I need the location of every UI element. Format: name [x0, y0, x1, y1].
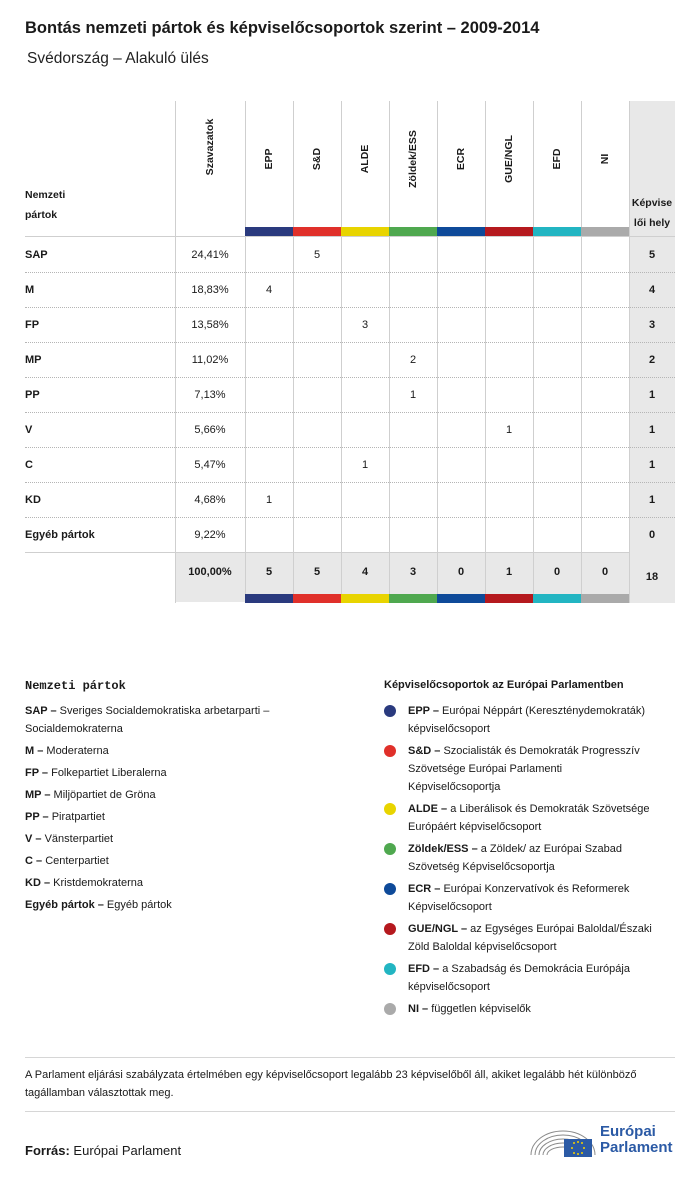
party-legend-name: Vänsterpartiet — [44, 833, 114, 845]
total-group-seats: 1 — [505, 566, 513, 578]
group-legend-item — [408, 800, 676, 836]
party-legend-abbr: M – — [25, 745, 47, 757]
table-row-group-seats — [485, 447, 533, 482]
table-row-group-seats — [533, 412, 581, 447]
table-row-group-seats — [293, 307, 341, 342]
table-row-group-seats — [581, 272, 629, 307]
group-color-dot-icon — [384, 745, 396, 757]
group-legend-text: Európai Néppárt (Kereszténydemokraták) — [442, 705, 646, 717]
table-row-group-seats — [437, 517, 485, 552]
party-legend-name: Centerpartiet — [45, 855, 109, 867]
table-row-group-seats — [341, 272, 389, 307]
party-legend-item — [25, 808, 355, 826]
table-row-group-seats — [581, 482, 629, 517]
table-row-party: KD — [25, 493, 41, 506]
table-row-group-seats — [245, 412, 293, 447]
table-row-group-seats: 4 — [265, 283, 273, 296]
group-header-ecr — [437, 101, 485, 225]
table-row-group-seats — [341, 342, 389, 377]
party-column-header-line: pártok — [25, 209, 58, 221]
table-row-group-seats — [533, 447, 581, 482]
group-color-dot-icon — [384, 705, 396, 717]
group-legend-text: Európai Konzervatívok és Reformerek — [443, 883, 630, 895]
group-legend-text: Szövetsége Európai Parlamenti — [408, 763, 563, 775]
table-row-group-seats — [581, 447, 629, 482]
group-color-dot-icon — [384, 803, 396, 815]
party-legend-abbr: MP – — [25, 789, 54, 801]
table-row-group-seats — [437, 237, 485, 272]
party-legend-item — [25, 764, 355, 782]
table-row-group-seats — [245, 377, 293, 412]
group-header-zldekess — [389, 101, 437, 225]
table-row-party: C — [25, 458, 33, 471]
group-header-label: EPP — [263, 148, 275, 170]
table-row-group-seats — [341, 482, 389, 517]
total-group-seats: 5 — [313, 566, 321, 578]
source-label: Forrás: — [25, 1143, 70, 1158]
table-row-seats: 3 — [648, 318, 656, 331]
divider — [25, 1057, 675, 1058]
table-row-party: FP — [25, 318, 40, 331]
table-row-group-seats — [389, 272, 437, 307]
table-row-group-seats: 1 — [409, 388, 417, 401]
table-row-group-seats — [341, 517, 389, 552]
group-legend-text: a Zöldek/ az Európai Szabad — [480, 843, 623, 855]
table-row-group-seats — [389, 237, 437, 272]
party-legend-name: Miljöpartiet de Gröna — [53, 789, 156, 801]
group-header-label: GUE/NGL — [503, 135, 515, 183]
total-group-seats: 4 — [361, 566, 369, 578]
party-column-header-line: Nemzeti — [25, 189, 66, 201]
group-legend-heading: Képviselőcsoportok az Európai Parlamentben — [384, 679, 624, 691]
group-color-dot-icon — [384, 843, 396, 855]
total-group-seats: 5 — [265, 566, 273, 578]
total-group-seats: 0 — [457, 566, 465, 578]
table-row-group-seats — [389, 412, 437, 447]
table-row-votes: 18,83% — [191, 283, 229, 296]
seats-column-header — [629, 193, 675, 233]
group-legend-text: a Liberálisok és Demokraták Szövetsége — [450, 803, 650, 815]
table-row-group-seats — [581, 237, 629, 272]
party-legend-item — [25, 702, 355, 738]
group-legend-abbr: Zöldek/ESS – — [408, 843, 481, 855]
table-row-group-seats — [293, 377, 341, 412]
table-row-group-seats — [293, 412, 341, 447]
group-color-dot-icon — [384, 1003, 396, 1015]
table-row-group-seats — [293, 342, 341, 377]
table-row-votes: 13,58% — [191, 318, 229, 331]
table-row-group-seats — [437, 272, 485, 307]
group-header-ni — [581, 101, 629, 225]
table-row-group-seats — [293, 482, 341, 517]
group-color-bar — [485, 227, 533, 236]
group-color-bar — [293, 227, 341, 236]
table-row-group-seats — [485, 307, 533, 342]
party-legend-abbr: KD – — [25, 877, 54, 889]
party-legend-abbr: C – — [25, 855, 46, 867]
table-row-party: Egyéb pártok — [25, 528, 95, 541]
group-legend-text: Szövetség Képviselőcsoportja — [408, 861, 555, 873]
votes-column-header — [175, 101, 245, 225]
votes-header-label: Szavazatok — [204, 118, 216, 176]
table-row-group-seats — [245, 342, 293, 377]
seat-distribution-table — [25, 101, 675, 603]
group-legend-item — [408, 1000, 676, 1018]
table-row-votes: 7,13% — [194, 388, 226, 401]
group-legend-text: Szocialisták és Demokraták Progresszív — [443, 745, 640, 757]
party-legend-item — [25, 786, 355, 804]
table-row-group-seats — [245, 237, 293, 272]
page-subtitle: Svédország – Alakuló ülés — [27, 50, 209, 67]
table-row-group-seats — [485, 517, 533, 552]
table-row-group-seats — [581, 342, 629, 377]
table-row-group-seats — [533, 237, 581, 272]
source-line — [25, 1143, 181, 1158]
source-value: Európai Parlament — [73, 1143, 182, 1158]
table-row-group-seats — [437, 482, 485, 517]
group-color-dot-icon — [384, 963, 396, 975]
table-row-party: V — [25, 423, 33, 436]
party-legend-abbr: PP – — [25, 811, 52, 823]
group-legend-item — [408, 742, 676, 796]
table-row-group-seats — [437, 447, 485, 482]
group-legend-abbr: GUE/NGL – — [408, 923, 471, 935]
table-row-party: SAP — [25, 248, 48, 261]
party-legend-abbr: V – — [25, 833, 45, 845]
table-row-group-seats — [533, 377, 581, 412]
table-row-votes: 11,02% — [191, 353, 229, 366]
total-seats: 18 — [645, 571, 659, 583]
party-legend-name: Sveriges Socialdemokratiska arbetarparti – — [59, 705, 270, 717]
table-row-group-seats: 3 — [361, 318, 369, 331]
table-row-group-seats — [485, 342, 533, 377]
group-legend-abbr: S&D – — [408, 745, 444, 757]
party-legend-abbr: Egyéb pártok – — [25, 899, 107, 911]
party-legend-name: Folkepartiet Liberalerna — [51, 767, 167, 779]
group-header-sd — [293, 101, 341, 225]
table-row-group-seats — [581, 517, 629, 552]
group-legend-text: a Szabadság és Demokrácia Európája — [442, 963, 630, 975]
table-row-votes: 24,41% — [191, 248, 229, 261]
table-row-votes: 9,22% — [194, 528, 226, 541]
party-legend-name: Piratpartiet — [51, 811, 105, 823]
group-legend-text: független képviselők — [431, 1003, 531, 1015]
group-color-bar — [581, 227, 629, 236]
party-legend-item — [25, 742, 355, 760]
group-color-bar — [245, 227, 293, 236]
group-color-bar-bottom — [341, 594, 389, 603]
table-row-group-seats: 1 — [265, 493, 273, 506]
group-header-guengl — [485, 101, 533, 225]
group-legend-item — [408, 840, 676, 876]
group-legend-text: képviselőcsoport — [408, 723, 490, 735]
table-row-group-seats: 5 — [313, 248, 321, 261]
table-row-seats: 2 — [648, 353, 656, 366]
group-legend-abbr: ECR – — [408, 883, 444, 895]
group-header-label: ALDE — [359, 144, 371, 174]
table-row-seats: 1 — [648, 423, 656, 436]
group-color-bar-bottom — [533, 594, 581, 603]
table-row-party: M — [25, 283, 35, 296]
group-legend-item — [408, 920, 676, 956]
party-legend-name: Kristdemokraterna — [53, 877, 143, 889]
group-legend-text: Európáért képviselőcsoport — [408, 821, 542, 833]
group-legend-text: képviselőcsoport — [408, 981, 490, 993]
group-legend-abbr: EPP – — [408, 705, 443, 717]
table-row-group-seats — [485, 377, 533, 412]
table-row-seats: 0 — [648, 528, 656, 541]
table-row-seats: 1 — [648, 458, 656, 471]
total-group-seats: 0 — [601, 566, 609, 578]
table-row-group-seats — [341, 412, 389, 447]
table-row-seats: 4 — [648, 283, 656, 296]
group-header-label: EFD — [551, 148, 563, 170]
total-group-seats: 0 — [553, 566, 561, 578]
table-row-group-seats — [581, 377, 629, 412]
group-legend-abbr: NI – — [408, 1003, 432, 1015]
table-row-group-seats — [533, 272, 581, 307]
table-row-group-seats — [533, 342, 581, 377]
table-row-group-seats — [437, 412, 485, 447]
group-legend-text: Zöld Baloldal képviselőcsoport — [408, 941, 557, 953]
table-row-party: MP — [25, 353, 42, 366]
table-row-group-seats — [437, 307, 485, 342]
group-color-bar-bottom — [293, 594, 341, 603]
total-votes: 100,00% — [188, 566, 232, 578]
table-row-group-seats: 1 — [505, 423, 513, 436]
group-header-alde — [341, 101, 389, 225]
table-row-seats: 1 — [648, 388, 656, 401]
total-group-seats: 3 — [409, 566, 417, 578]
group-header-label: ECR — [455, 147, 467, 171]
group-color-bar-bottom — [581, 594, 629, 603]
table-row-group-seats — [245, 447, 293, 482]
group-color-bar-bottom — [485, 594, 533, 603]
rules-note: A Parlament eljárási szabályzata értelmében egy képviselőcsoport legalább 23 képviselőből áll, akiket legalább hét különböző tagállamban választottak meg. — [25, 1069, 637, 1099]
group-legend-item — [408, 960, 676, 996]
seats-header-line: lői hely — [633, 217, 671, 229]
group-header-label: S&D — [311, 147, 323, 171]
table-row-group-seats — [533, 307, 581, 342]
logo-line-1: Európai — [600, 1123, 656, 1140]
party-legend-item — [25, 852, 355, 870]
group-header-label: NI — [599, 153, 611, 165]
party-legend-item — [25, 896, 355, 914]
group-color-bar-bottom — [437, 594, 485, 603]
group-color-bar-bottom — [245, 594, 293, 603]
logo-text — [600, 1124, 673, 1156]
group-legend-item — [408, 702, 676, 738]
group-header-label: Zöldek/ESS — [407, 130, 419, 188]
party-legend-abbr: SAP – — [25, 705, 60, 717]
table-row-group-seats — [389, 447, 437, 482]
table-row-group-seats — [437, 377, 485, 412]
table-row-group-seats — [485, 272, 533, 307]
table-row-group-seats — [245, 307, 293, 342]
table-row-votes: 5,66% — [194, 423, 226, 436]
table-row-group-seats — [533, 482, 581, 517]
table-row-group-seats — [485, 482, 533, 517]
page-title: Bontás nemzeti pártok és képviselőcsoportok szerint – 2009-2014 — [25, 19, 540, 37]
table-row-group-seats — [341, 237, 389, 272]
seats-header-line: Képvise — [631, 197, 673, 209]
table-row-group-seats — [341, 377, 389, 412]
group-legend-text: az Egységes Európai Baloldal/Északi — [470, 923, 652, 935]
group-color-bar — [437, 227, 485, 236]
group-color-bar-bottom — [389, 594, 437, 603]
table-row-group-seats — [293, 272, 341, 307]
group-legend-text: Képviselőcsoport — [408, 901, 492, 913]
party-column-header — [25, 185, 145, 225]
table-row-seats: 5 — [648, 248, 656, 261]
table-row-votes: 4,68% — [194, 493, 226, 506]
table-row-group-seats — [389, 517, 437, 552]
table-row-group-seats — [437, 342, 485, 377]
table-row-votes: 5,47% — [194, 458, 226, 471]
table-row-group-seats — [389, 307, 437, 342]
table-row-group-seats — [485, 237, 533, 272]
table-row-group-seats — [293, 517, 341, 552]
group-header-epp — [245, 101, 293, 225]
divider — [25, 1111, 675, 1112]
group-color-bar — [389, 227, 437, 236]
group-header-efd — [533, 101, 581, 225]
logo-line-2: Parlament — [600, 1139, 673, 1156]
party-legend-name: Moderaterna — [46, 745, 109, 757]
table-row-group-seats — [533, 517, 581, 552]
table-row-seats: 1 — [648, 493, 656, 506]
table-row-group-seats — [581, 412, 629, 447]
table-row-group-seats: 2 — [409, 353, 417, 366]
table-row-party: PP — [25, 388, 40, 401]
group-color-bar — [533, 227, 581, 236]
group-legend-abbr: EFD – — [408, 963, 443, 975]
party-legend-abbr: FP – — [25, 767, 52, 779]
party-legend-name-cont: Socialdemokraterna — [25, 723, 123, 735]
party-legend-heading: Nemzeti pártok — [25, 679, 126, 693]
table-row-group-seats — [581, 307, 629, 342]
table-row-group-seats — [245, 517, 293, 552]
table-row-group-seats — [293, 447, 341, 482]
party-legend-item — [25, 874, 355, 892]
group-color-dot-icon — [384, 923, 396, 935]
table-row-group-seats: 1 — [361, 458, 369, 471]
party-legend-name: Egyéb pártok — [106, 899, 172, 911]
group-legend-abbr: ALDE – — [408, 803, 451, 815]
party-legend-item — [25, 830, 355, 848]
group-color-bar — [341, 227, 389, 236]
table-row-group-seats — [389, 482, 437, 517]
group-color-dot-icon — [384, 883, 396, 895]
group-legend-item — [408, 880, 676, 916]
group-legend-text: Képviselőcsoportja — [408, 781, 501, 793]
